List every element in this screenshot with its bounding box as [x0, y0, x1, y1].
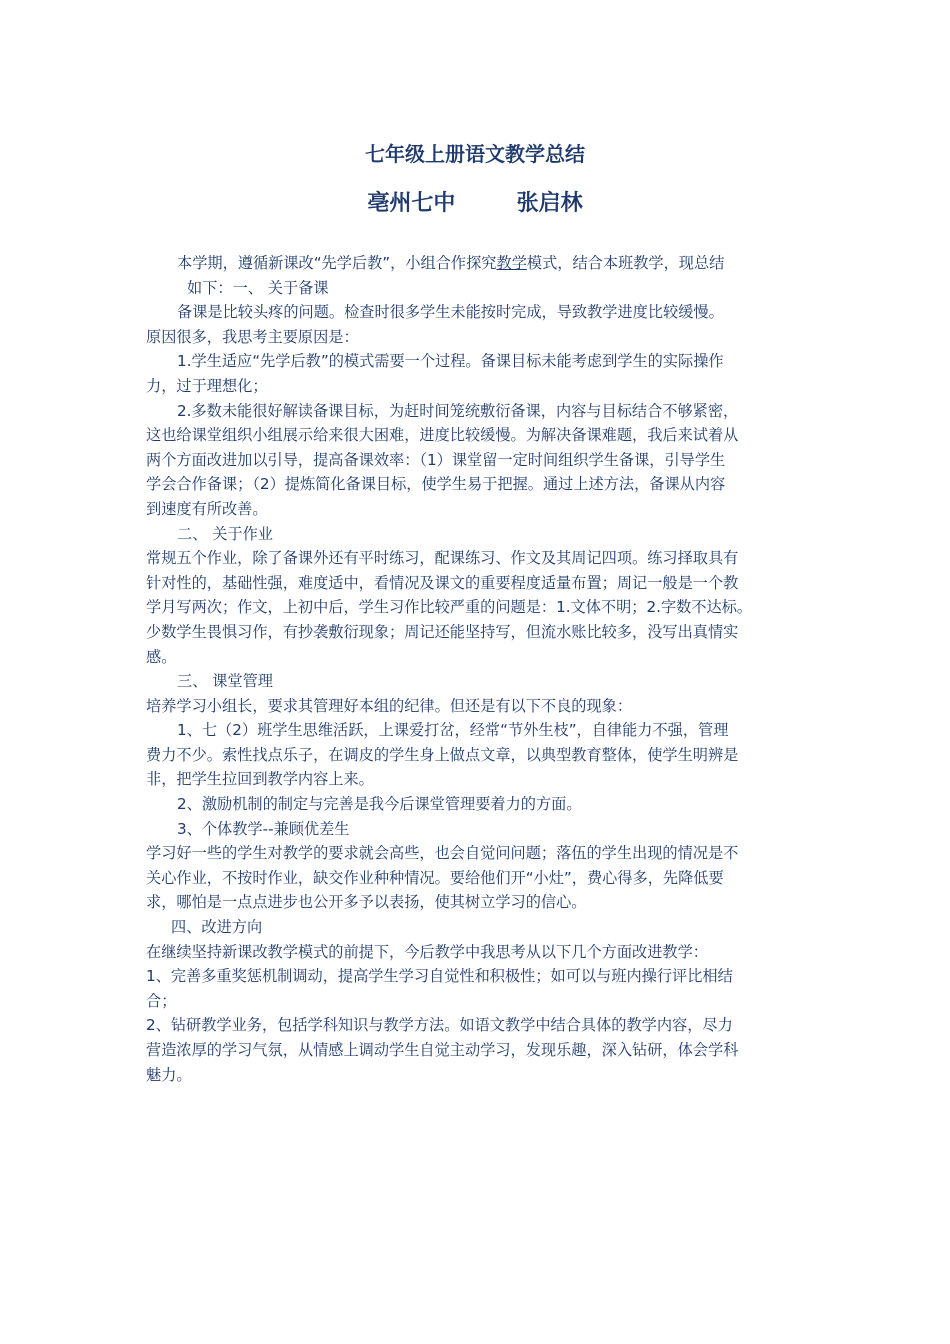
paragraph-line: 原因很多，我思考主要原因是：: [146, 327, 359, 346]
paragraph-line: 少数学生畏惧习作，有抄袭敷衍现象；周记还能坚持写，但流水账比较多，没写出真情实: [146, 622, 739, 641]
paragraph-line: 常规五个作业，除了备课外还有平时练习，配课练习、作文及其周记四项。练习择取具有: [146, 549, 739, 568]
list-item: 1.学生适应“先学后教”的模式需要一个过程。备课目标未能考虑到学生的实际操作: [177, 352, 724, 371]
document-body: [146, 251, 810, 1087]
section-heading-4: 四、改进方向: [171, 918, 263, 937]
paragraph-line: 感。: [146, 647, 177, 666]
paragraph-line: 关心作业，不按时作业，缺交作业种种情况。要给他们开“小灶”，费心得多，先降低要: [146, 868, 724, 887]
paragraph-line: 魅力。: [146, 1065, 192, 1084]
paragraph-line: 营造浓厚的学习气氛，从情感上调动学生自觉主动学习，发现乐趣，深入钻研，体会学科: [146, 1041, 739, 1059]
paragraph-line: 这也给课堂组织小组展示给来很大困难，进度比较缓慢。为解决备课难题，我后来试着从: [146, 426, 739, 445]
paragraph-line: 合；: [146, 991, 177, 1010]
paragraph-line: 力，过于理想化；: [146, 376, 268, 395]
paragraph-line: 非，把学生拉回到教学内容上来。: [146, 770, 374, 789]
paragraph-line: 针对性的，基础性强，难度适中，看情况及课文的重要程度适量布置；周记一般是一个教: [146, 573, 739, 592]
list-item: 2.多数未能很好解读备课目标，为赶时间笼统敷衍备课，内容与目标结合不够紧密，: [177, 401, 739, 420]
paragraph-line: 学习好一些的学生对教学的要求就会高些，也会自觉问问题；落伍的学生出现的情况是不: [146, 844, 739, 863]
paragraph-line: 备课是比较头疼的问题。检查时很多学生未能按时完成，导致教学进度比较缓慢。: [177, 303, 724, 322]
paragraph-line: 学月写两次；作文，上初中后，学生习作比较严重的问题是：1.文体不明；2.字数不达标。: [146, 598, 753, 617]
paragraph-line: 到速度有所改善。: [146, 499, 268, 518]
list-item: 2、激励机制的制定与完善是我今后课堂管理要着力的方面。: [177, 795, 582, 814]
paragraph-line: 费力不少。索性找点乐子，在调皮的学生身上做点文章，以典型教育整体，使学生明辨是: [146, 745, 739, 764]
paragraph-line: 在继续坚持新课改教学模式的前提下，今后教学中我思考从以下几个方面改进教学：: [146, 942, 708, 961]
underlined-word: 教学: [496, 254, 527, 272]
list-item: 1、七（2）班学生思维活跃，上课爱打岔，经常“节外生枝”，自律能力不强，管理: [177, 721, 729, 740]
list-item: 3、个体教学--兼顾优差生: [177, 819, 350, 838]
list-item: 2、钻研教学业务，包括学科知识与教学方法。如语文教学中结合具体的教学内容，尽力: [146, 1016, 733, 1035]
intro-paragraph: 本学期，遵循新课改“先学后教”，小组合作探究教学模式，结合本班教学，现总结: [177, 254, 725, 272]
paragraph-line: 学会合作备课；（2）提炼简化备课目标，使学生易于把握。通过上述方法，备课从内容: [146, 475, 726, 494]
section-heading-1: 如下：一、 关于备课: [187, 278, 329, 297]
paragraph-line: 两个方面改进加以引导，提高备课效率：（1）课堂留一定时间组织学生备课，引导学生: [146, 450, 726, 469]
section-heading-3: 三、 课堂管理: [177, 672, 273, 691]
paragraph-line: 培养学习小组长，要求其管理好本组的纪律。但还是有以下不良的现象：: [146, 696, 632, 715]
document-title: 七年级上册语文教学总结: [365, 142, 585, 166]
author-line: 亳州七中 张启林: [367, 191, 583, 216]
section-heading-2: 二、 关于作业: [177, 524, 273, 543]
paragraph-line: 求，哪怕是一点点进步也公开多予以表扬，使其树立学习的信心。: [146, 893, 587, 912]
list-item: 1、完善多重奖惩机制调动，提高学生学习自觉性和积极性；如可以与班内操行评比相结: [146, 967, 733, 986]
